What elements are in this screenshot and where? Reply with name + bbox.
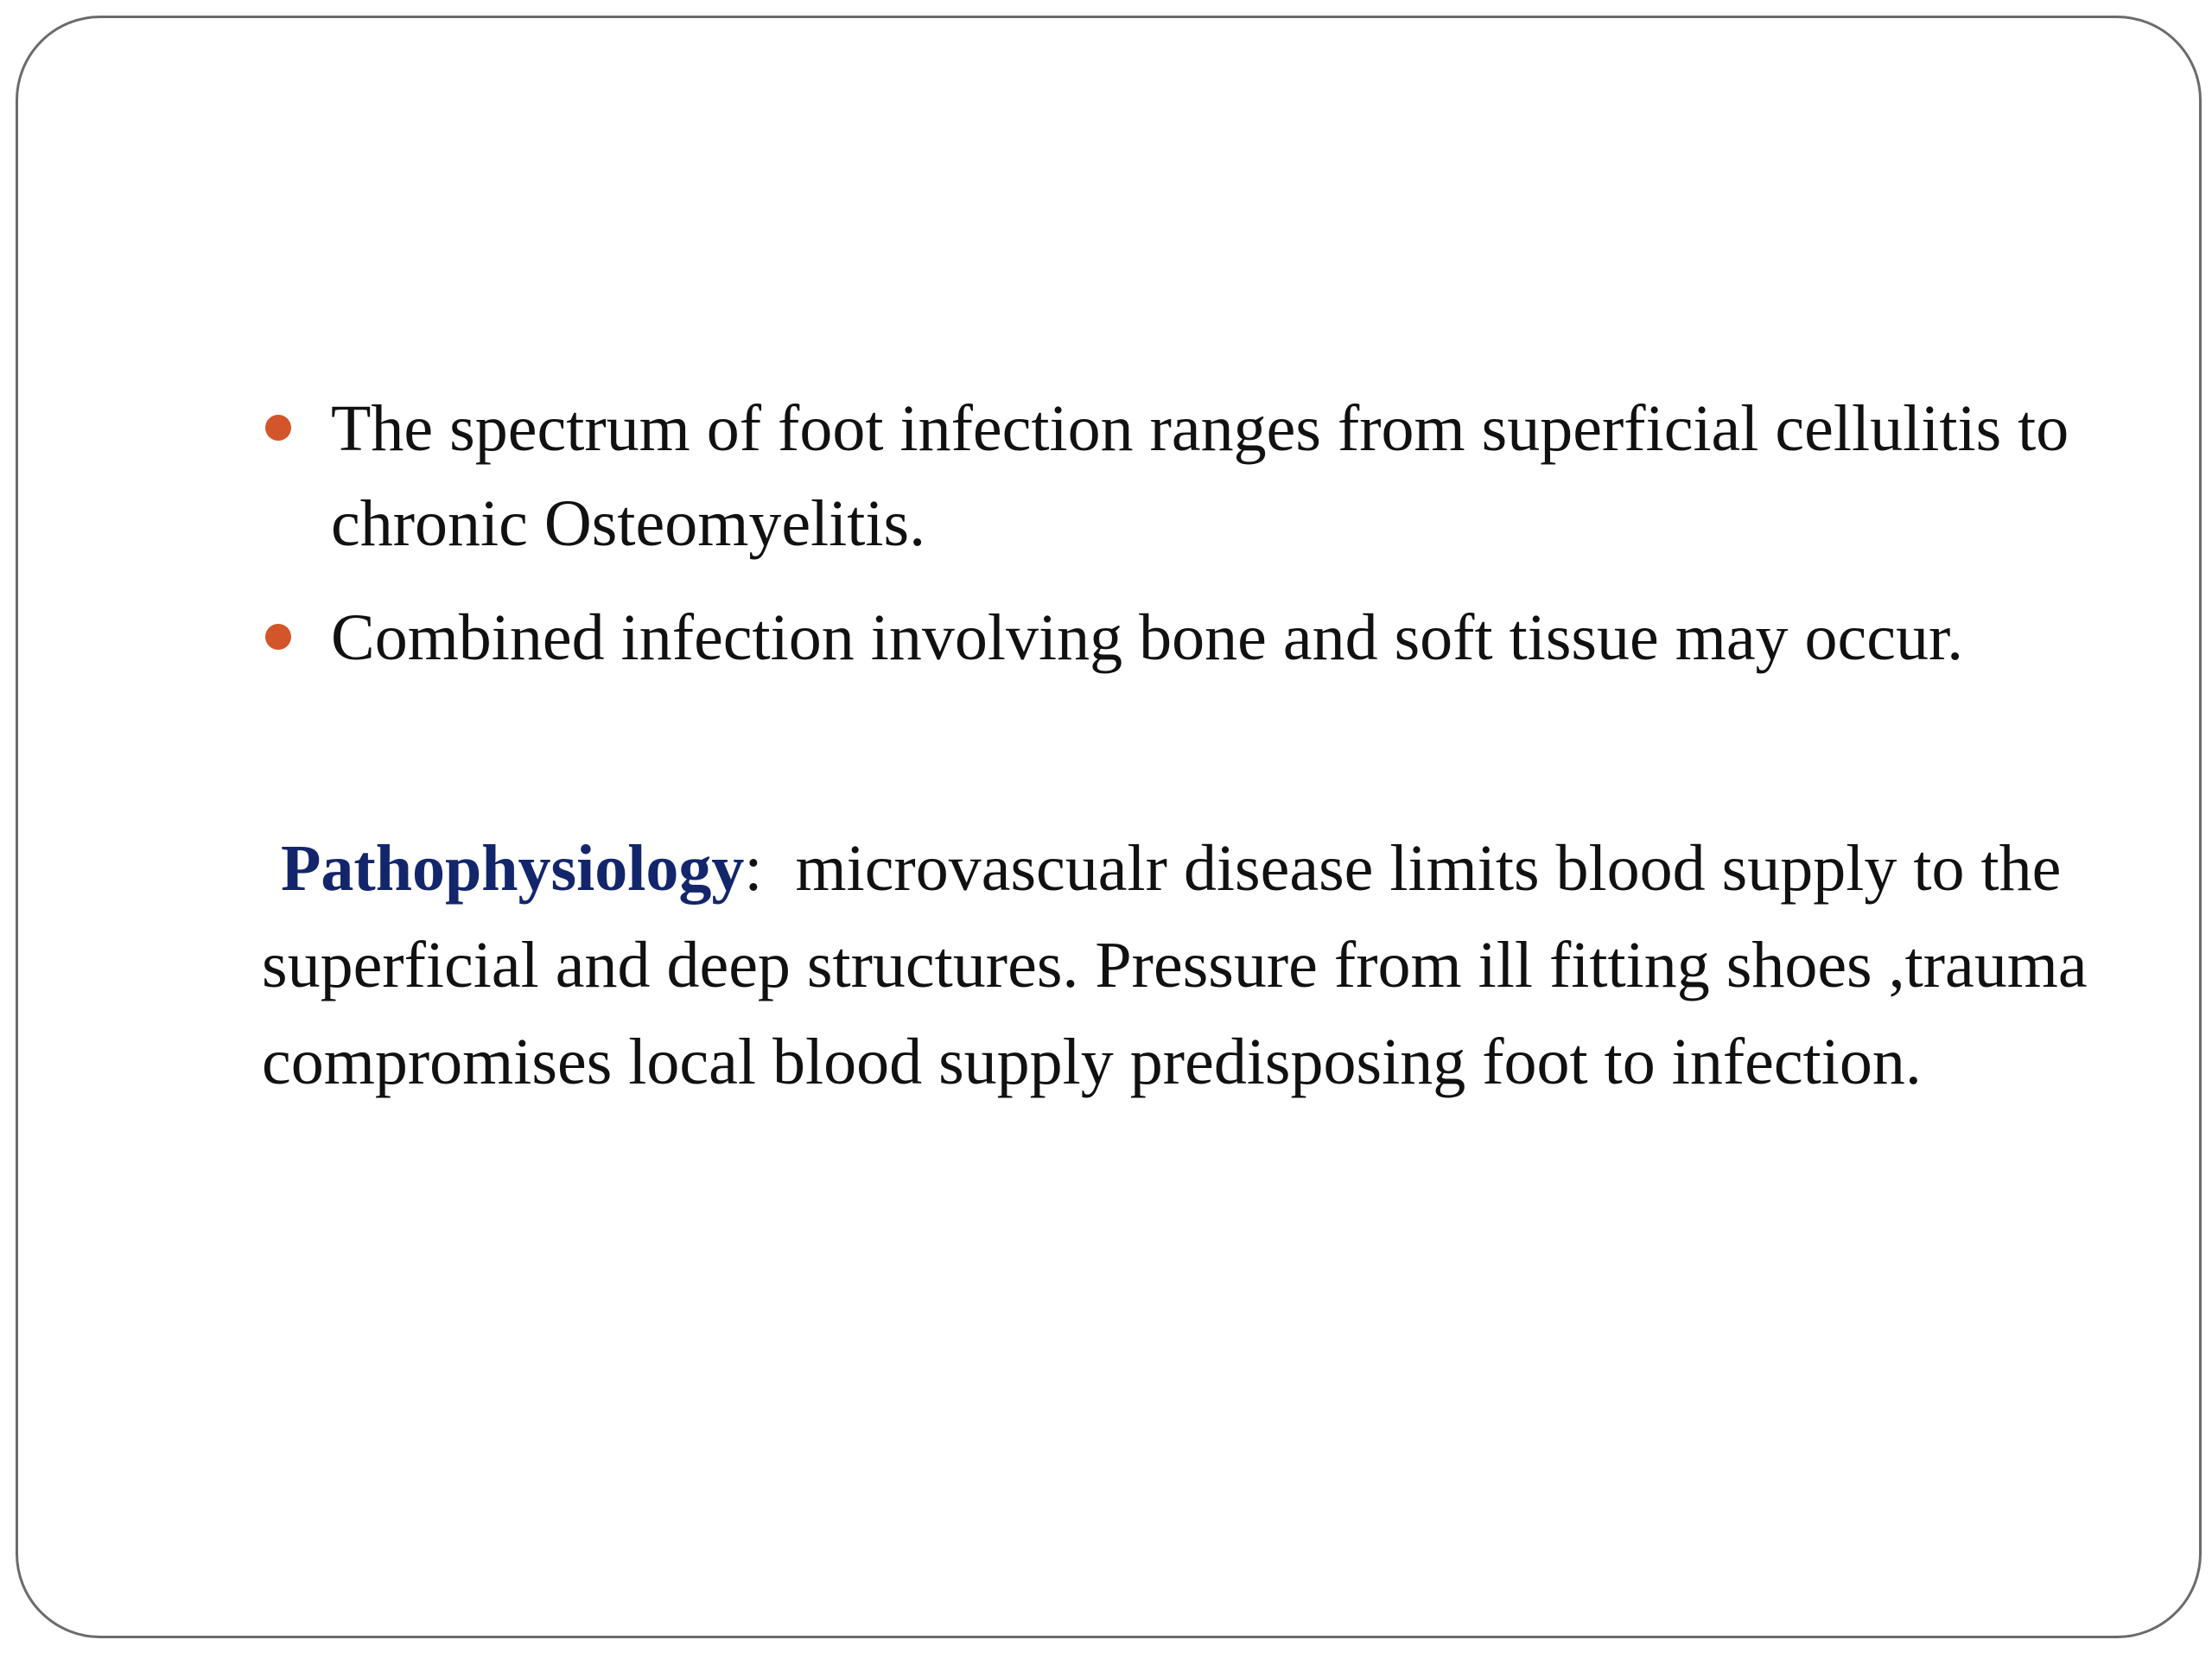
bullet-text: The spectrum of foot infection ranges from superficial cellulitis to chronic Osteomyelitis. bbox=[331, 392, 2069, 560]
pathophysiology-paragraph bbox=[262, 820, 2145, 1110]
slide-frame bbox=[16, 16, 2202, 1638]
bullet-item bbox=[262, 590, 2145, 685]
heading-separator: : bbox=[744, 832, 763, 905]
bullet-dot-icon bbox=[265, 624, 291, 650]
slide-content bbox=[18, 18, 2199, 1636]
bullet-list bbox=[262, 381, 2145, 704]
bullet-item bbox=[262, 381, 2145, 571]
paragraph-heading: Pathophysiology bbox=[281, 832, 745, 905]
bullet-text: Combined infection involving bone and soft tissue may occur. bbox=[331, 601, 1964, 674]
paragraph-body: microvascualr disease limits blood supply to the superficial and deep structures. Pressure from ill fitting shoes ,trauma compromises local blood supply predisposing foot to infection. bbox=[262, 832, 2104, 1098]
bullet-dot-icon bbox=[265, 415, 291, 441]
